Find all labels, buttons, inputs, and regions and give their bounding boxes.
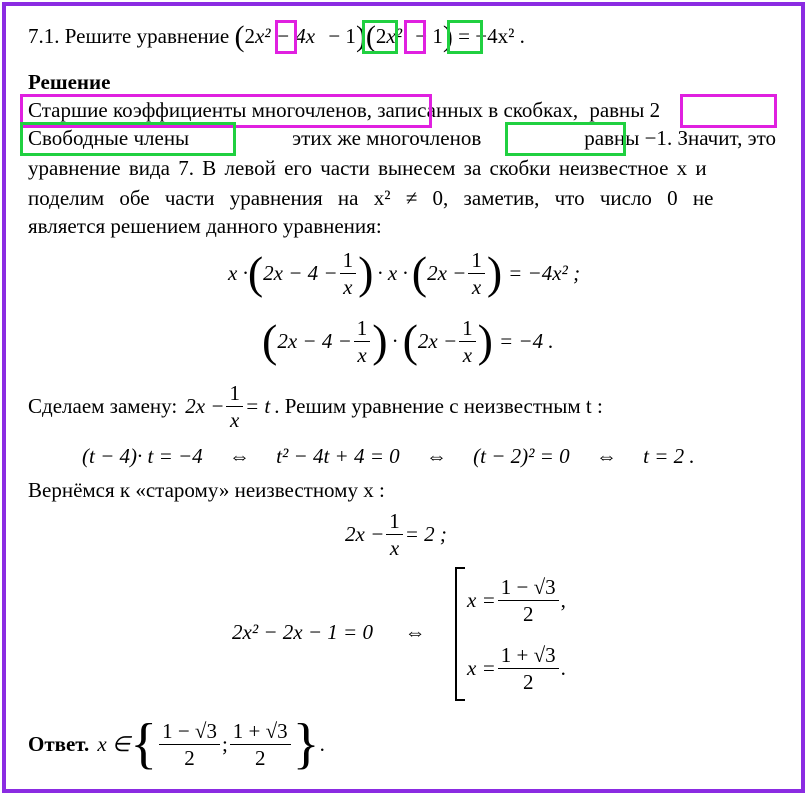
answer-line: Ответ. x ∈ { $\frac{1 - √3}{2}$ ; $\frac{1 + √3}{2}$ } . bbox=[28, 713, 325, 775]
fraction: $\frac{1}{x}$ bbox=[354, 315, 371, 368]
fraction: $\frac{1}{x}$ bbox=[468, 247, 485, 300]
lhs2-coef: 2 bbox=[375, 24, 387, 48]
lhs2-rest: x² bbox=[386, 24, 403, 48]
substitution-line: Сделаем замену: 2x − $\frac{1}{x}$ = t . Решим уравнение с неизвестным t : bbox=[28, 380, 603, 432]
root-2: x = $\frac{1 + √3}{2}$ . bbox=[467, 642, 566, 694]
highlight-free-term-2 bbox=[447, 20, 483, 54]
problem-statement: 7.1. Решите уравнение (2x² − 4x − 1)(2x² − 1) = −4x² . bbox=[28, 20, 525, 53]
highlight-leading-coef-1 bbox=[275, 20, 297, 54]
solution-heading: Решение bbox=[28, 70, 111, 94]
lhs1-rest: x² − 4x bbox=[254, 24, 316, 48]
fraction: $\frac{1}{x}$ bbox=[226, 380, 243, 433]
highlight-leading-coef-2 bbox=[404, 20, 426, 54]
solution-line-1: Старшие коэффициенты многочленов, записанных в скобках, равны 2 bbox=[28, 98, 661, 122]
solution-line-3: уравнение вида 7. В левой его части вынесем за скобки неизвестное x и bbox=[28, 156, 707, 180]
equation-2: ( 2x − 4 − $\frac{1}{x}$ ) · ( 2x − $\frac{1}{x}$ ) = −4 . bbox=[262, 315, 554, 367]
equation-1: x · ( 2x − 4 − $\frac{1}{x}$ ) · x · ( 2x − $\frac{1}{x}$ ) = −4x² ; bbox=[228, 247, 581, 299]
back-substitution-line: Вернёмся к «старому» неизвестному x : bbox=[28, 478, 385, 502]
highlight-free-term-1 bbox=[362, 20, 398, 54]
solution-line-5: является решением данного уравнения: bbox=[28, 214, 382, 238]
highlight-equal-minus-1 bbox=[505, 122, 626, 156]
problem-number: 7.1. bbox=[28, 24, 60, 48]
fraction: $\frac{1}{x}$ bbox=[386, 508, 403, 561]
answer-label: Ответ. bbox=[28, 732, 90, 756]
root-1: x = $\frac{1 - √3}{2}$ , bbox=[467, 574, 566, 626]
lhs2-const: − 1 bbox=[415, 24, 443, 48]
lhs1-coef: 2 bbox=[244, 24, 255, 48]
highlight-free-terms bbox=[20, 122, 236, 156]
problem-rhs: = −4x² . bbox=[458, 24, 525, 48]
equation-4: 2x − $\frac{1}{x}$ = 2 ; bbox=[345, 508, 447, 560]
problem-prompt: Решите уравнение bbox=[64, 24, 230, 48]
equation-5: 2x² − 2x − 1 = 0 ⇔ bbox=[232, 620, 426, 644]
highlight-equal-2 bbox=[680, 94, 777, 128]
solution-line-4: поделим обе части уравнения на x² ≠ 0, заметив, что число 0 не bbox=[28, 186, 714, 210]
solution-line-2: Свободные члены этих же многочленов равны −1. Значит, это bbox=[28, 126, 776, 150]
fraction: $\frac{1}{x}$ bbox=[459, 315, 476, 368]
root-set-bracket bbox=[455, 567, 465, 701]
equation-3: (t − 4)· t = −4 ⇔ t² − 4t + 4 = 0 ⇔ (t − 2)² = 0 ⇔ t = 2 . bbox=[82, 444, 695, 468]
fraction: $\frac{1}{x}$ bbox=[340, 247, 357, 300]
lhs1-const: − 1 bbox=[328, 24, 356, 48]
